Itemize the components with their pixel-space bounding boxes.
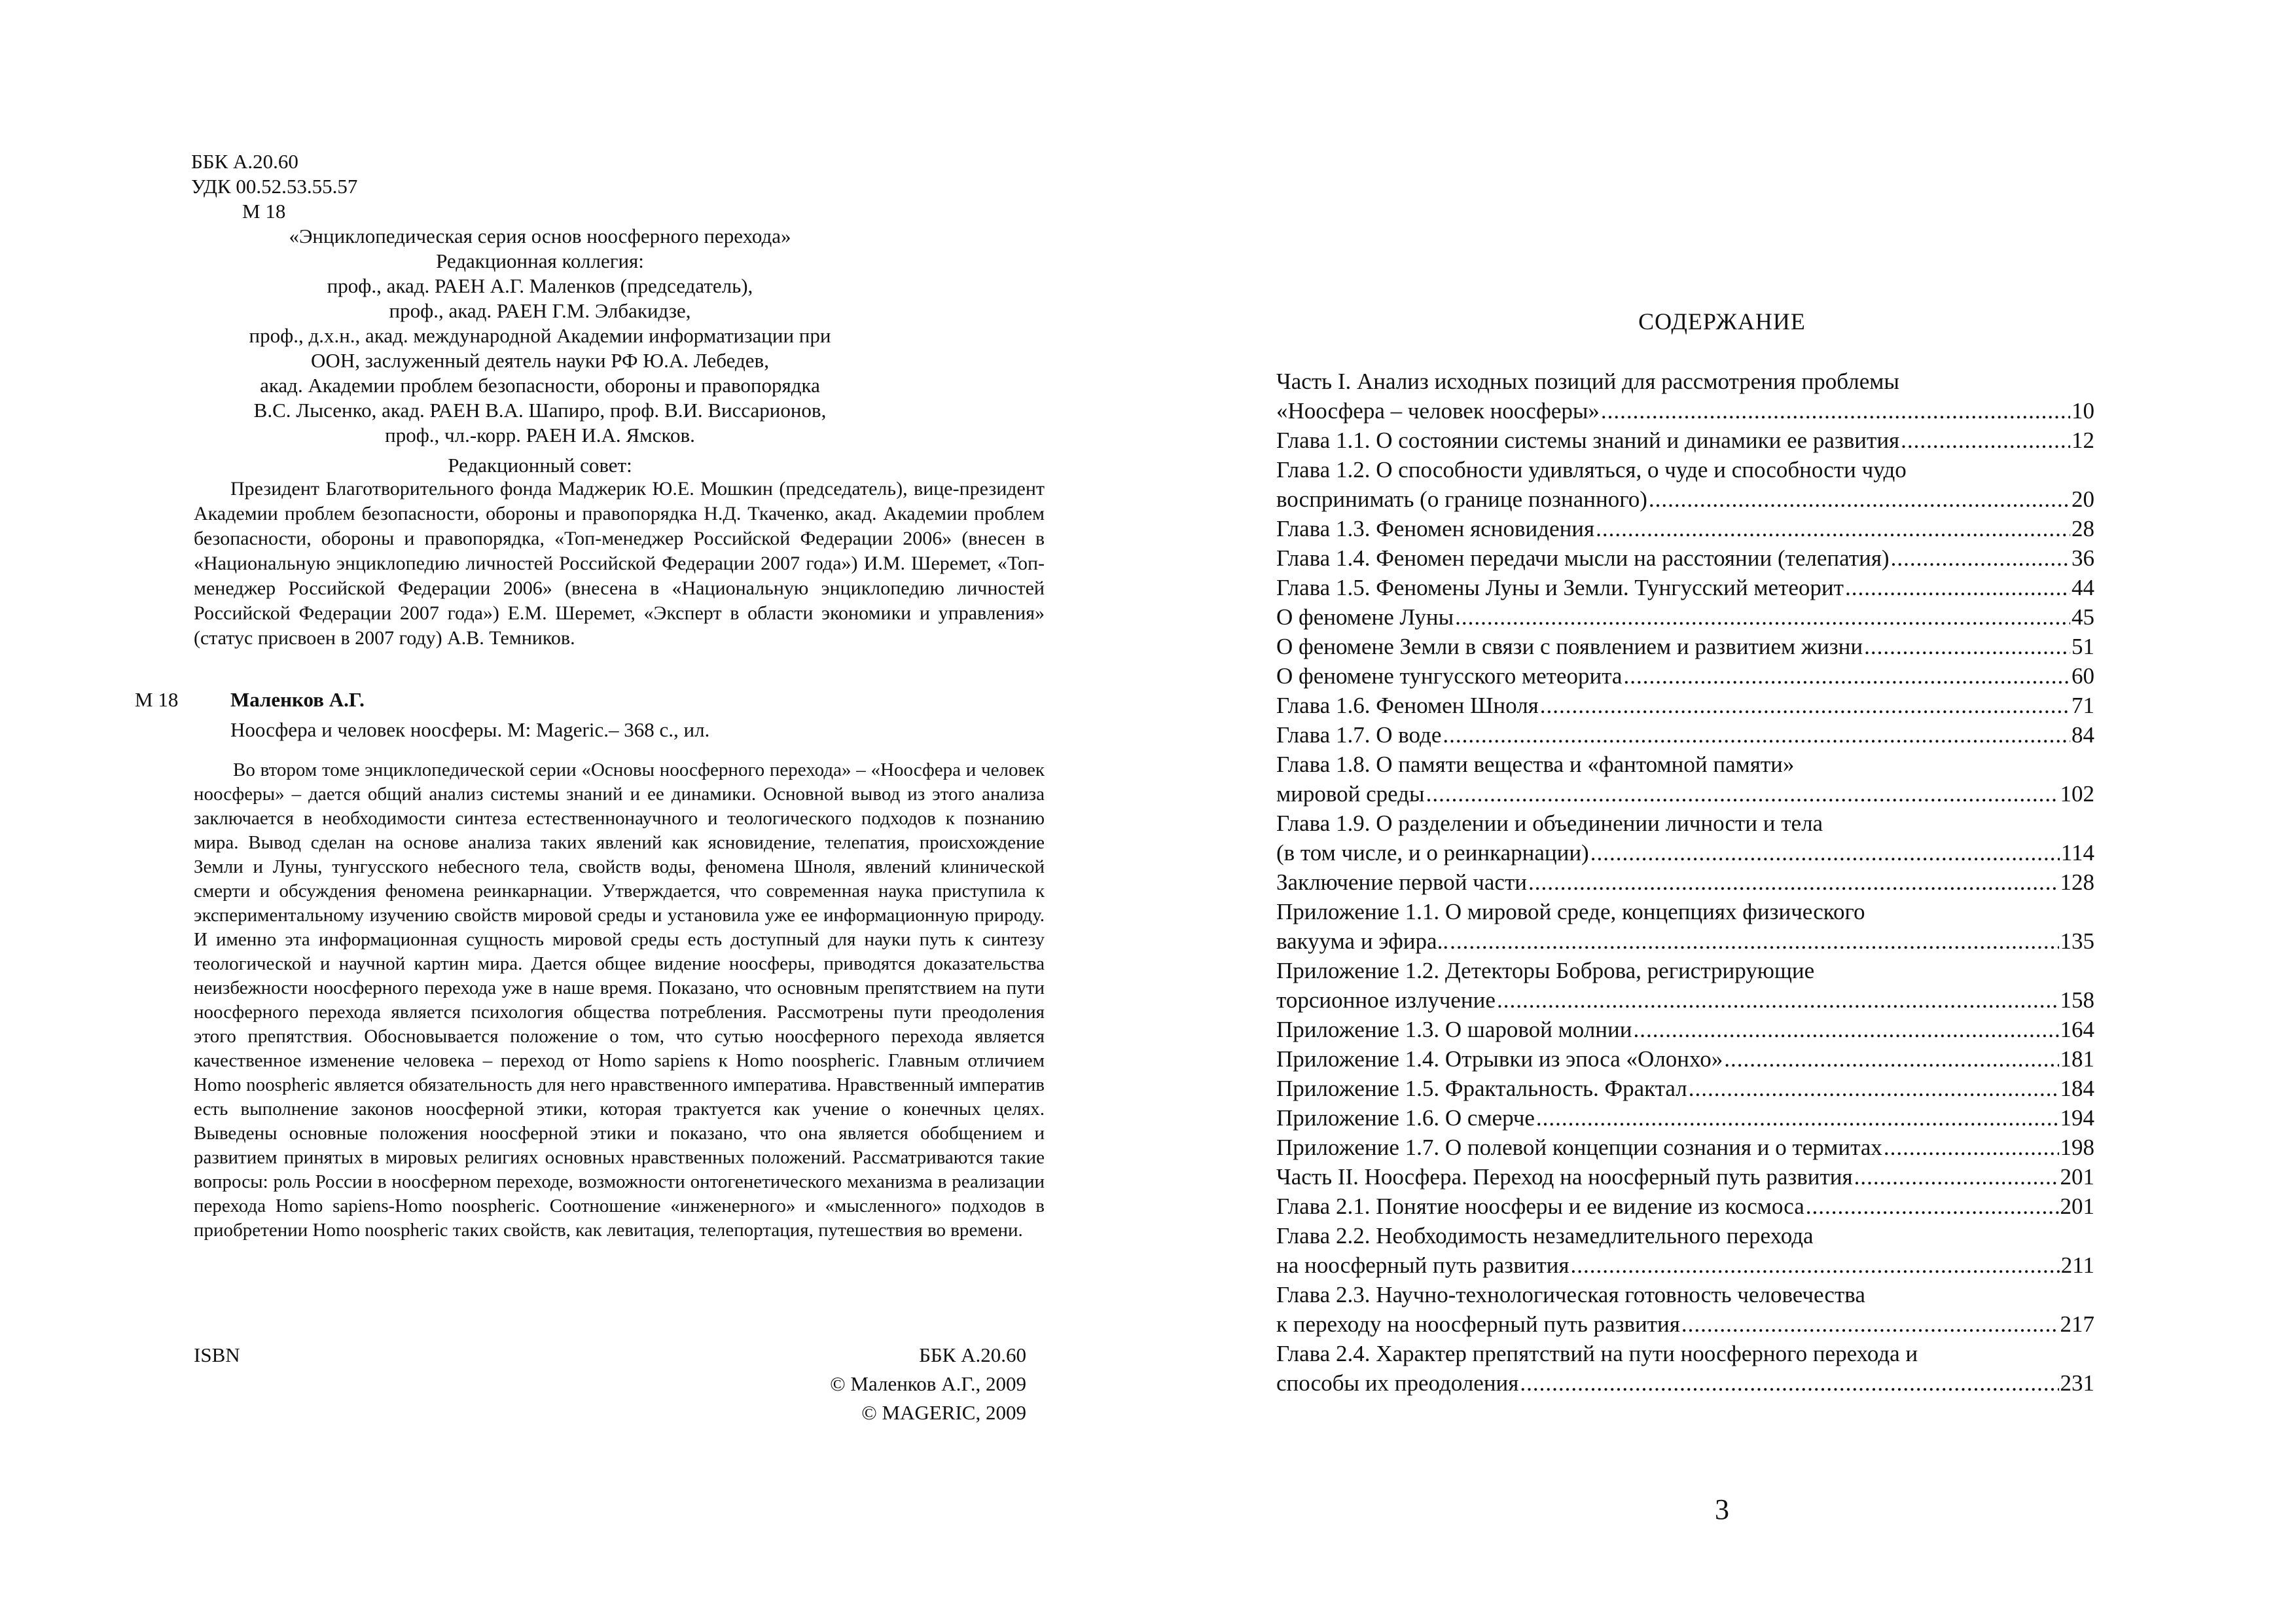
- toc-entry-page: 45: [2072, 604, 2094, 630]
- toc-entry-text: торсионное излучение: [1276, 987, 1496, 1013]
- biblio-description: Ноосфера и человек ноосферы. М: Mageric.– 368 с., ил.: [230, 718, 710, 741]
- toc-entry-page: 12: [2072, 428, 2094, 453]
- collegium-line: ООН, заслуженный деятель науки РФ Ю.А. Лебедев,: [311, 349, 769, 372]
- toc-entry: [1276, 1339, 2094, 1368]
- toc-entry: [1276, 691, 2094, 720]
- toc-entry-text: О феномене Луны: [1276, 604, 1454, 630]
- biblio-author: Маленков А.Г.: [230, 688, 365, 711]
- collegium-line: В.С. Лысенко, акад. РАЕН В.А. Шапиро, проф. В.И. Виссарионов,: [253, 399, 827, 422]
- toc-dot-leader: [1633, 1015, 2058, 1044]
- toc-entry-page: 158: [2060, 987, 2094, 1013]
- toc-entry-text: О феномене тунгусского метеорита: [1276, 663, 1623, 689]
- toc-dot-leader: [1443, 720, 2070, 750]
- toc-entry: [1276, 809, 2094, 838]
- toc-dot-leader: [1681, 1309, 2059, 1339]
- toc-entry-text: Глава 1.6. Феномен Шноля: [1276, 693, 1539, 718]
- isbn: ISBN: [194, 1343, 240, 1366]
- toc-entry-text: Глава 2.2. Необходимость незамедлительного перехода: [1276, 1223, 1814, 1249]
- toc-entry-text: Глава 1.3. Феномен ясновидения: [1276, 516, 1595, 541]
- toc-entry: [1276, 543, 2094, 573]
- toc-entry-text: Глава 1.8. О памяти вещества и «фантомной памяти»: [1276, 752, 1795, 777]
- toc-entry-text: мировой среды: [1276, 781, 1425, 807]
- toc-entry: [1276, 838, 2094, 867]
- toc-entry: [1276, 514, 2094, 543]
- toc-entry-text: Часть I. Анализ исходных позиций для рассмотрения проблемы: [1276, 369, 1899, 394]
- toc-dot-leader: [1536, 1103, 2059, 1133]
- toc-entry-text: Приложение 1.6. О смерче: [1276, 1105, 1535, 1131]
- toc-entry-page: 201: [2060, 1194, 2094, 1219]
- toc-entry: [1276, 632, 2094, 661]
- toc-dot-leader: [1528, 867, 2059, 897]
- toc-dot-leader: [1590, 838, 2060, 867]
- toc-entry: [1276, 484, 2094, 514]
- toc-entry-text: Приложение 1.1. О мировой среде, концепциях физического: [1276, 899, 1865, 924]
- copyright-author: © Маленков А.Г., 2009: [830, 1372, 1026, 1395]
- toc-entry-page: 44: [2072, 575, 2094, 600]
- toc-entry-text: способы их преодоления: [1276, 1370, 1519, 1396]
- toc-entry-page: 114: [2060, 840, 2094, 866]
- right-page: [1148, 0, 2296, 1623]
- page-number: 3: [1715, 1493, 1729, 1525]
- toc-entry: [1276, 867, 2094, 897]
- toc-dot-leader: [1649, 484, 2070, 514]
- toc-dot-leader: [1884, 1133, 2059, 1162]
- toc-entry: [1276, 926, 2094, 956]
- toc-entry-page: 20: [2072, 486, 2094, 512]
- copyright-publisher: © MAGERIC, 2009: [861, 1401, 1026, 1424]
- toc-entry-text: на ноосферный путь развития: [1276, 1252, 1570, 1278]
- abstract: Во втором томе энциклопедической серии «Основы ноосферного перехода» – «Ноосфера и человек ноосферы» – дается общий анализ системы знаний и ее динамики. Основной вывод из этого анализа заключается в необходимости синтеза естественнонаучного и теологического подходов к познанию мира. Вывод сделан на основе анализа таких явлений как ясновидение, телепатия, происхождение Земли и Луны, тунгусского небесного тела, свойств воды, феномена Шноля, явлений клинической смерти и обсуждения феномена реинкарнации. Утверждается, что современная наука приступила к экспериментальному изучению свойств мировой среды и установила уже ее информационную природу. И именно эта информационная сущность мировой среды есть доступный для науки путь к синтезу теологической и научной картин мира. Дается общее видение ноосферы, приводятся доказательства неизбежности ноосферного перехода уже в наше время. Показано, что основным препятствием на пути ноосферного перехода является психология общества потребления. Рассмотрены пути преодоления этого препятствия. Обосновывается положение о том, что сутью ноосферного перехода является качественное изменение человека – переход от Homo sapiens к Homo noospheric. Главным отличием Homo noospheric является обязательность для него нравственного императива. Нравственный императив есть выполнение законов ноосферной этики, которая трактуется как учение о конечных целях. Выведены основные положения ноосферной этики и показано, что она является обобщением и развитием принятых в мировых религиях основных нравственных положений. Рассматриваются такие вопросы: роль России в ноосферном переходе, возможности онтогенетического механизма в реализации перехода Homo sapiens-Homo noospheric. Соотношение «инженерного» и «мысленного» подходов в приобретении Homo noospheric таких свойств, как левитация, телепортация, путешествия во времени.: [194, 759, 1045, 1241]
- toc-entry: [1276, 1074, 2094, 1103]
- toc-entry-text: Глава 1.7. О воде: [1276, 722, 1442, 748]
- toc-entry-text: Глава 1.2. О способности удивляться, о чуде и способности чудо: [1276, 457, 1907, 483]
- toc-entry: [1276, 750, 2094, 779]
- toc-entry-page: 71: [2072, 693, 2094, 718]
- copyright-block: [699, 1341, 1026, 1427]
- toc-entry: [1276, 1103, 2094, 1133]
- toc-dot-leader: [1891, 543, 2070, 573]
- collegium-line: проф., акад. РАЕН А.Г. Маленков (председатель),: [327, 274, 753, 297]
- toc-entry-page: 51: [2072, 634, 2094, 659]
- toc-entry-text: Приложение 1.2. Детекторы Боброва, регистрирующие: [1276, 958, 1815, 983]
- toc-entry-text: «Ноосфера – человек ноосферы»: [1276, 398, 1600, 424]
- toc-dot-leader: [1596, 514, 2070, 543]
- toc-entry-page: 181: [2060, 1046, 2094, 1072]
- toc-entry-page: 135: [2060, 928, 2094, 954]
- toc-entry-page: 84: [2072, 722, 2094, 748]
- toc-dot-leader: [1845, 573, 2070, 602]
- toc-entry-text: Глава 2.4. Характер препятствий на пути ноосферного перехода и: [1276, 1341, 1918, 1366]
- series-title: «Энциклопедическая серия основ ноосферного перехода»: [289, 225, 791, 247]
- toc-entry-page: 231: [2060, 1370, 2094, 1396]
- toc-entry: [1276, 573, 2094, 602]
- toc-entry-page: 60: [2072, 663, 2094, 689]
- toc-dot-leader: [1455, 602, 2070, 632]
- toc-entry-text: Заключение первой части: [1276, 869, 1527, 895]
- toc-entry-text: (в том числе, и о реинкарнации): [1276, 840, 1589, 866]
- toc-entry-page: 211: [2060, 1252, 2094, 1278]
- toc-dot-leader: [1497, 985, 2059, 1015]
- toc-dot-leader: [1864, 632, 2070, 661]
- toc-entry-text: вакуума и эфира..: [1276, 928, 1449, 954]
- toc-dot-leader: [1571, 1250, 2060, 1280]
- toc-entry: [1276, 897, 2094, 926]
- toc-entry-text: Приложение 1.4. Отрывки из эпоса «Олонхо»: [1276, 1046, 1723, 1072]
- copyright-bbk: ББК А.20.60: [919, 1343, 1026, 1366]
- toc-entry: [1276, 602, 2094, 632]
- toc-entry-page: 164: [2060, 1017, 2094, 1042]
- collegium-line: проф., д.х.н., акад. международной Академии информатизации при: [249, 324, 831, 347]
- toc-entry-text: воспринимать (о границе познанного): [1276, 486, 1647, 512]
- toc-entry: [1276, 1280, 2094, 1309]
- toc-entry-text: Глава 1.9. О разделении и объединении личности и тела: [1276, 811, 1823, 836]
- toc-dot-leader: [1854, 1162, 2059, 1192]
- editorial-board-title: Редакционный совет:: [448, 454, 632, 477]
- toc-entry: [1276, 455, 2094, 484]
- toc-entry: [1276, 426, 2094, 455]
- toc-entry: [1276, 720, 2094, 750]
- toc-entry-page: 217: [2060, 1311, 2094, 1337]
- collegium-line: проф., чл.-корр. РАЕН И.А. Ямсков.: [385, 424, 695, 447]
- toc-entry-text: Приложение 1.3. О шаровой молнии: [1276, 1017, 1632, 1042]
- toc-dot-leader: [1806, 1192, 2059, 1221]
- toc-entry: [1276, 1309, 2094, 1339]
- toc-dot-leader: [1426, 779, 2059, 809]
- toc-entry-text: к переходу на ноосферный путь развития: [1276, 1311, 1680, 1337]
- toc-entry: [1276, 396, 2094, 426]
- toc-entry: [1276, 661, 2094, 691]
- editorial-collegium-list: [170, 274, 910, 448]
- toc-entry: [1276, 1015, 2094, 1044]
- classification-codes: [191, 149, 357, 224]
- editorial-board-text: Президент Благотворительного фонда Маджерик Ю.Е. Мошкин (председатель), вице-президент Академии проблем безопасности, обороны и правопорядка Н.Д. Ткаченко, акад. Академии проблем безопасности, обороны и правопорядка, «Топ-менеджер Российской Федерации 2006» (внесен в «Национальную энциклопедию личностей Российской Федерации 2007 года») И.М. Шеремет, «Топ-менеджер Российской Федерации 2006» (внесена в «Национальную энциклопедию личностей Российской Федерации 2007 года») Е.М. Шеремет, «Эксперт в области экономики и управления» (статус присвоен в 2007 году) А.В. Темников.: [194, 478, 1045, 649]
- toc-entry-page: 201: [2060, 1164, 2094, 1190]
- toc-entry-text: Глава 2.3. Научно-технологическая готовность человечества: [1276, 1282, 1865, 1307]
- toc-entry: [1276, 779, 2094, 809]
- toc-entry-text: Глава 1.5. Феномены Луны и Земли. Тунгусский метеорит: [1276, 575, 1844, 600]
- toc-entry: [1276, 1221, 2094, 1250]
- udk-code: УДК 00.52.53.55.57: [191, 175, 358, 198]
- toc-entry-text: Приложение 1.5. Фрактальность. Фрактал: [1276, 1076, 1687, 1101]
- table-of-contents: [1276, 367, 2094, 1398]
- toc-entry-text: О феномене Земли в связи с появлением и развитием жизни: [1276, 634, 1863, 659]
- toc-entry: [1276, 1044, 2094, 1074]
- biblio-code: М 18: [135, 688, 179, 711]
- collegium-line: проф., акад. РАЕН Г.М. Элбакидзе,: [389, 299, 691, 322]
- toc-entry: [1276, 1368, 2094, 1398]
- toc-dot-leader: [1450, 926, 2058, 956]
- toc-entry-page: 128: [2060, 869, 2094, 895]
- toc-entry-page: 102: [2060, 781, 2094, 807]
- toc-entry-text: Глава 1.1. О состоянии системы знаний и динамики ее развития: [1276, 428, 1900, 453]
- toc-entry-page: 10: [2072, 398, 2094, 424]
- toc-entry-page: 36: [2072, 545, 2094, 571]
- toc-dot-leader: [1623, 661, 2070, 691]
- toc-entry: [1276, 956, 2094, 985]
- toc-entry-page: 28: [2072, 516, 2094, 541]
- toc-entry-page: 198: [2060, 1135, 2094, 1160]
- toc-entry-text: Приложение 1.7. О полевой концепции сознания и о термитах: [1276, 1135, 1882, 1160]
- toc-entry-page: 194: [2060, 1105, 2094, 1131]
- toc-dot-leader: [1601, 396, 2070, 426]
- toc-entry: [1276, 1133, 2094, 1162]
- author-mark: М 18: [242, 200, 286, 223]
- toc-entry-text: Часть II. Ноосфера. Переход на ноосферный путь развития: [1276, 1164, 1853, 1190]
- bbk-code: ББК А.20.60: [191, 150, 298, 173]
- toc-entry-page: 184: [2060, 1076, 2094, 1101]
- toc-entry-text: Глава 2.1. Понятие ноосферы и ее видение из космоса: [1276, 1194, 1804, 1219]
- toc-entry: [1276, 367, 2094, 396]
- toc-entry: [1276, 1162, 2094, 1192]
- toc-title: СОДЕРЖАНИЕ: [1638, 308, 1806, 335]
- toc-dot-leader: [1520, 1368, 2058, 1398]
- toc-dot-leader: [1901, 426, 2070, 455]
- toc-dot-leader: [1540, 691, 2070, 720]
- toc-entry: [1276, 985, 2094, 1015]
- toc-entry-text: Глава 1.4. Феномен передачи мысли на расстоянии (телепатия): [1276, 545, 1890, 571]
- editorial-collegium-title: Редакционная коллегия:: [436, 249, 644, 272]
- collegium-line: акад. Академии проблем безопасности, обороны и правопорядка: [260, 374, 820, 397]
- toc-entry: [1276, 1250, 2094, 1280]
- toc-dot-leader: [1689, 1074, 2059, 1103]
- toc-dot-leader: [1724, 1044, 2058, 1074]
- toc-entry: [1276, 1192, 2094, 1221]
